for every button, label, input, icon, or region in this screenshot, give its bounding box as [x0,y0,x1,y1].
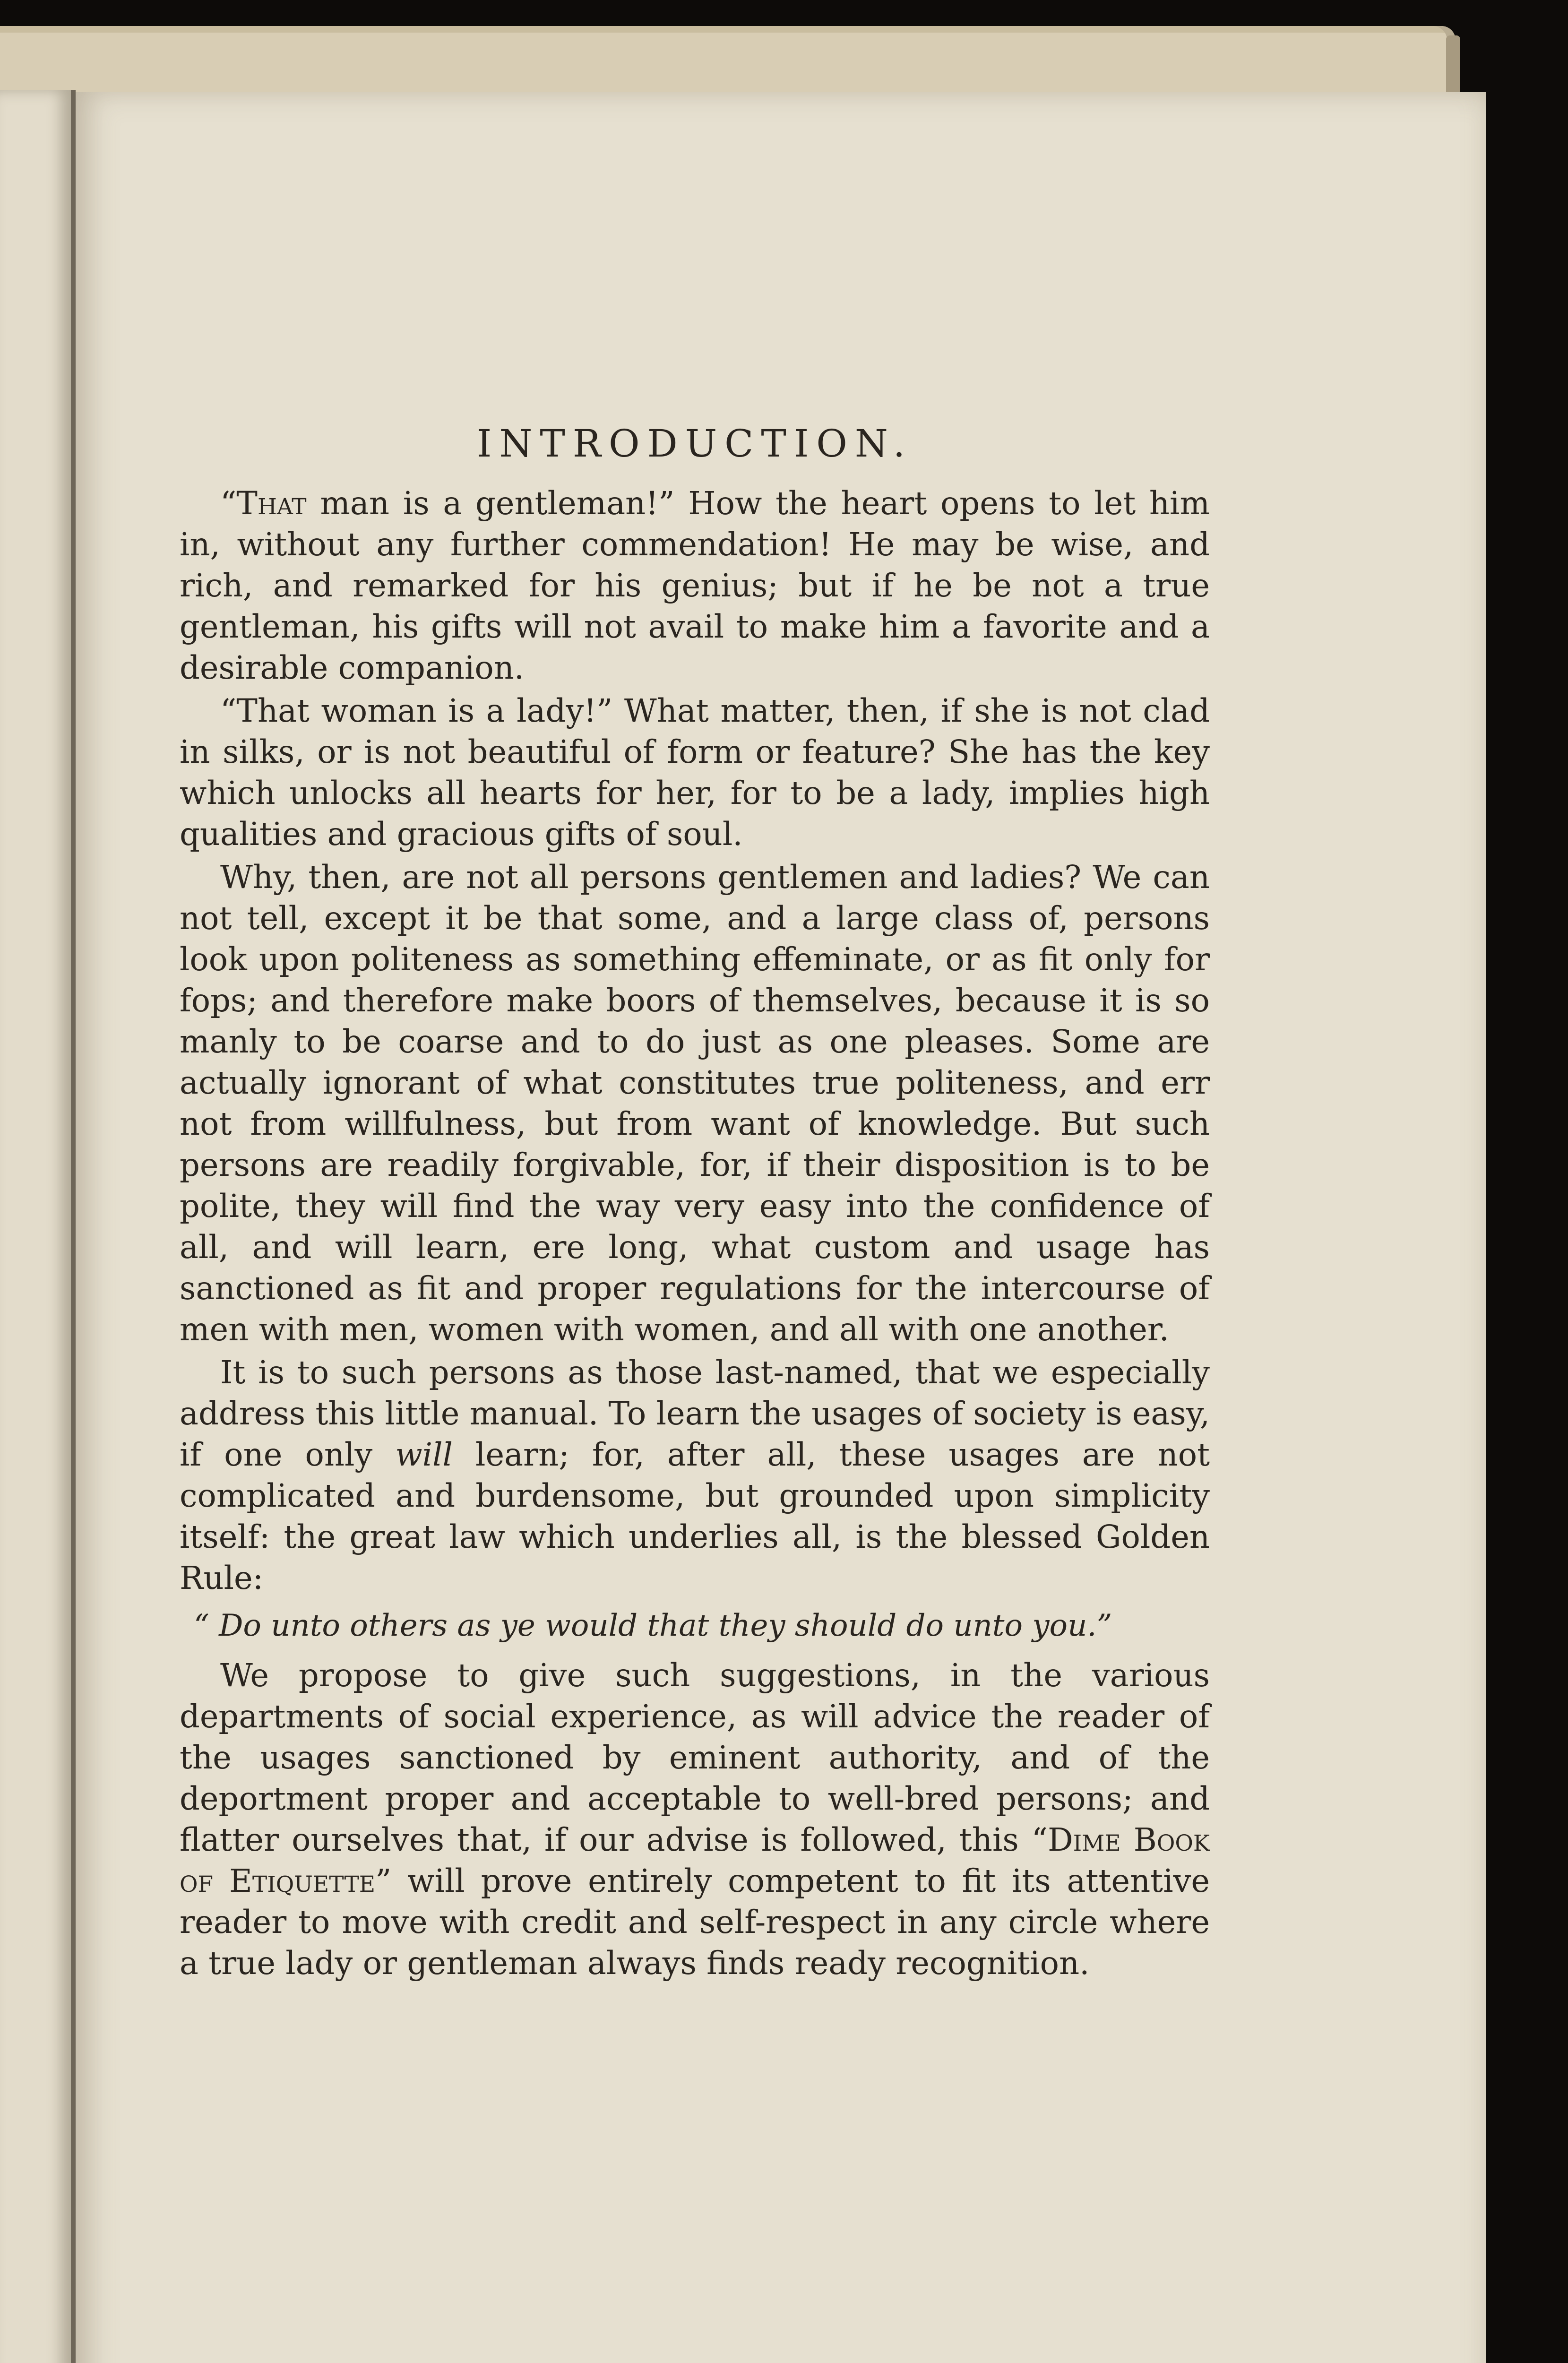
golden-rule-quote: “ Do unto others as ye would that they should do unto you.” [194,1608,1112,1643]
paragraph-5-text-b: ” will prove entirely competent to fit its attentive reader to move with credit and self-respect in any circle where a true lady or gentleman always finds ready recognition. [180,1863,1210,1982]
paragraph-2: “That woman is a lady!” What matter, then, if she is not clad in silks, or is not beautiful of form or feature? She has the key which unlocks all hearts for her, for to be a lady, implies high qualities and gracious gifts of soul. [180,692,1210,853]
paragraph-5-text-a: We propose to give such suggestions, in the various departments of social experience, as will advice the reader of the usages sanctioned by eminent authority, and of the deportment proper and acceptable to well-bred persons; and flatter ourselves that, if our advise is followed, this “ [180,1657,1210,1858]
page-title: INTRODUCTION. [476,422,913,466]
paragraph-1-lead: “That [220,485,307,522]
book-page [76,92,1486,2363]
paragraph-5 [180,1655,1210,1984]
paragraph-4-text-b: learn; for, after all, these usages are not complicated and burdensome, but grounded upon simplicity itself: the great law which underlies all, is the blessed Golden Rule: [180,1436,1210,1596]
page-text [180,423,1210,1986]
paragraph-1-text: man is a gentleman!” How the heart opens to let him in, without any further commendation! He may be wise, and rich, and remarked for his genius; but if he be not a true gentleman, his gifts will not avail to make him a favorite and a desirable companion. [180,485,1210,686]
facing-page-edge [0,90,76,2363]
paragraph-4-text-a: It is to such persons as those last-named, that we especially address this little manual. To learn the usages of society is easy, if one only [180,1354,1210,1473]
paragraph-3: Why, then, are not all persons gentlemen and ladies? We can not tell, except it be that some, and a large class of, persons look upon politeness as something effeminate, or as fit only for fops; and therefore make boors of themselves, because it is so manly to be coarse and to do just as one pleases. Some are actually ignorant of what constitutes true politeness, and err not from willfulness, but from want of knowledge. But such persons are readily forgivable, for, if their disposition is to be polite, they will find the way very easy into the confidence of all, and will learn, ere long, what custom and usage has sanctioned as fit and proper regulations for the intercourse of men with men, women with women, and all with one another. [180,859,1210,1348]
paragraph-1 [180,483,1210,689]
paragraph-4 [180,1352,1210,1599]
paragraph-4-emphasis: will [395,1436,453,1473]
book-title: Dime Book of Etiquette [180,1821,1210,1899]
